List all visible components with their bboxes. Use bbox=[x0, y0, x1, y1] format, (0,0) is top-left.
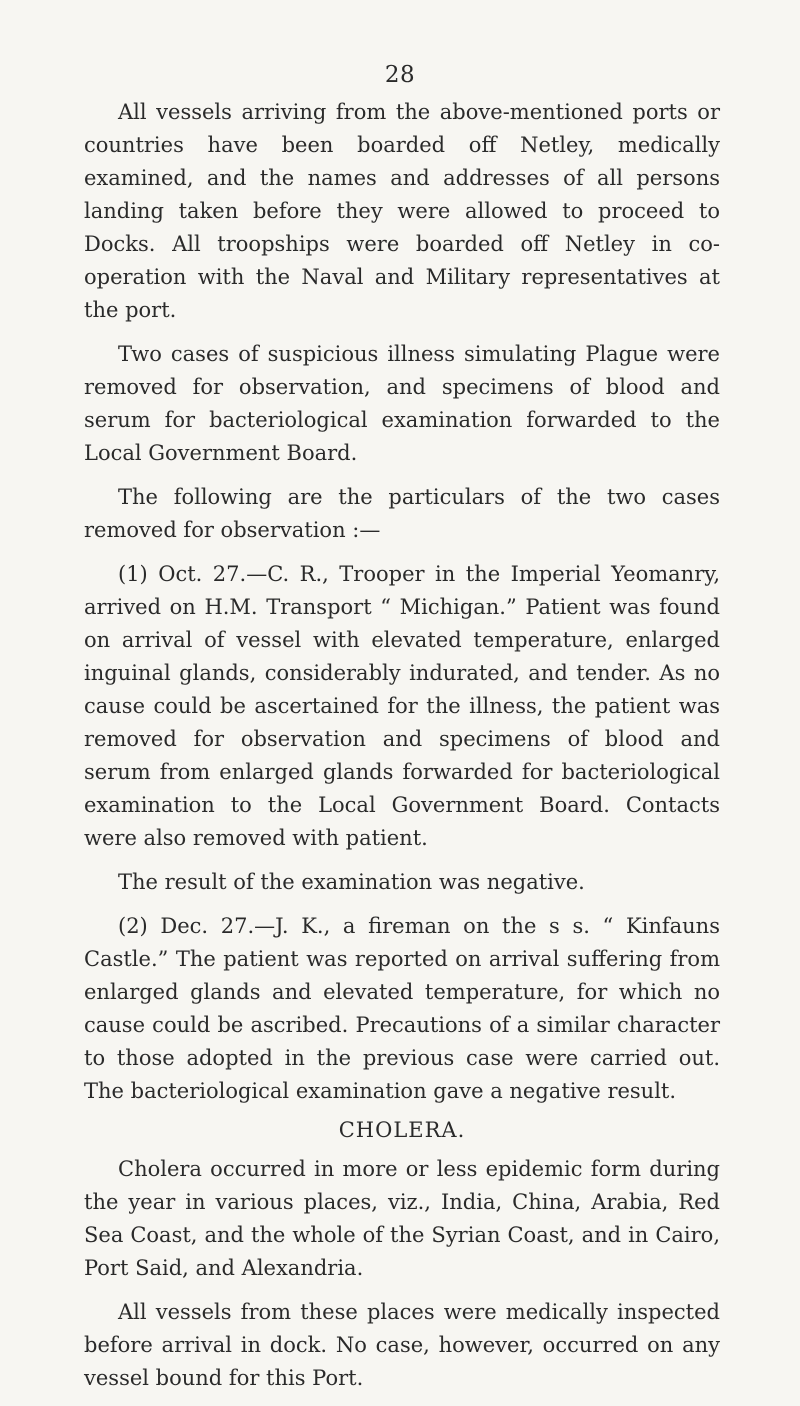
paragraph-particulars-intro: The following are the particulars of the two cases removed for observation :— bbox=[84, 485, 720, 542]
paragraph-suspicious-illness: Two cases of suspicious illness simulating Plague were removed for observation, and specimens of blood and serum for bacteriological examination forwarded to the Local Government Board. bbox=[84, 342, 720, 465]
paragraph-case-two: (2) Dec. 27.—J. K., a fireman on the s s. “ Kinfauns Castle.” The patient was reported on arrival suffering from enlarged glands and elevated temperature, for which no cause could be ascribed. Precautions of a similar character to those adopted in the previous case were carried out. The bacteriological examination gave a negative result. bbox=[84, 914, 720, 1103]
page-number: 28 bbox=[384, 62, 416, 88]
paragraph-vessels-boarded: All vessels arriving from the above-mentioned ports or countries have been boarded off Netley, medically examined, and the names and addresses of all persons landing taken before they were allowed to proceed to Docks. All troopships were boarded off Netley in co-operation with the Naval and Military representatives at the port. bbox=[84, 100, 720, 322]
paragraph-result-negative: The result of the examination was negative. bbox=[118, 870, 585, 894]
paragraph-cholera-epidemic: Cholera occurred in more or less epidemic form during the year in various places, viz., India, China, Arabia, Red Sea Coast, and the whole of the Syrian Coast, and in Cairo, Port Said, and Alexandria. bbox=[84, 1157, 720, 1280]
section-heading-cholera: CHOLERA. bbox=[338, 1118, 466, 1142]
paragraph-vessels-inspected: All vessels from these places were medically inspected before arrival in dock. No case, however, occurred on any vessel bound for this Port. bbox=[84, 1300, 720, 1390]
paragraph-case-one: (1) Oct. 27.—C. R., Trooper in the Imperial Yeomanry, arrived on H.M. Transport “ Michigan.” Patient was found on arrival of vessel with elevated temperature, enlarged inguinal glands, considerably indurated, and tender. As no cause could be ascertained for the illness, the patient was removed for observation and specimens of blood and serum from enlarged glands forwarded for bacteriological examination to the Local Government Board. Contacts were also removed with patient. bbox=[84, 562, 720, 850]
body-text bbox=[84, 96, 720, 1406]
